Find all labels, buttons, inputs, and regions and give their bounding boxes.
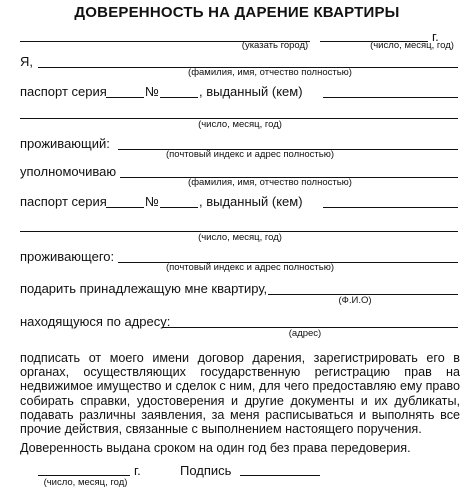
signing-date-caption: (число, месяц, год): [43, 477, 128, 488]
authorization-text: подписать от моего имени договор дарения, зарегистрировать его в органах, осуществляющих государственную регистрацию прав на недвижимое имущество и сделок с ним, для чего предоставляю ему право собирать справки, удостоверения и другие документы и их дубликаты, подавать различны заявления, за меня расписываться и выполнять все прочие действия, связанные с выполнением настоящего поручения.: [20, 351, 460, 437]
principal-fio-caption: (фамилия, имя, отчество полностью): [188, 67, 352, 78]
agent-issued-by-field[interactable]: [323, 207, 458, 208]
signature-field[interactable]: [240, 475, 320, 476]
passport-series-label: паспорт серия: [20, 84, 107, 99]
date-caption: (число, месяц, год): [370, 40, 454, 51]
agent-passport-series-label: паспорт серия: [20, 194, 107, 209]
residing-label: проживающий:: [20, 136, 110, 151]
document-title: ДОВЕРЕННОСТЬ НА ДАРЕНИЕ КВАРТИРЫ: [74, 4, 400, 21]
donate-label: подарить принадлежащую мне квартиру,: [20, 281, 268, 296]
agent-issued-by-label: , выданный (кем): [199, 194, 303, 209]
signing-date-field[interactable]: [38, 475, 130, 476]
signature-label: Подпись: [180, 463, 232, 478]
apartment-address-caption: (адрес): [288, 328, 322, 339]
principal-address-caption: (почтовый индекс и адрес полностью): [165, 149, 335, 160]
year-suffix: г.: [432, 29, 439, 44]
agent-fio-caption: (фамилия, имя, отчество полностью): [188, 177, 352, 188]
agent-number-sign: №: [145, 194, 159, 209]
agent-residing-label: проживающего:: [20, 249, 115, 264]
validity-text: Доверенность выдана сроком на один год без права передоверия.: [20, 441, 411, 455]
authorize-label: уполномочиваю: [20, 164, 117, 179]
signing-year-suffix: г.: [134, 463, 141, 478]
issued-by-label: , выданный (кем): [199, 84, 303, 99]
agent-passport-number-field[interactable]: [160, 207, 198, 208]
number-sign: №: [145, 84, 159, 99]
issued-by-field[interactable]: [323, 97, 458, 98]
agent-passport-date-caption: (число, месяц, год): [198, 232, 282, 243]
agent-passport-series-field[interactable]: [106, 207, 144, 208]
agent-address-caption: (почтовый индекс и адрес полностью): [165, 262, 335, 273]
passport-date-caption: (число, месяц, год): [198, 119, 282, 130]
passport-series-field[interactable]: [106, 97, 144, 98]
donee-fio-caption: (Ф.И.О): [338, 295, 372, 306]
city-caption: (указать город): [241, 40, 309, 51]
located-label: находящуюся по адресу:: [20, 314, 171, 329]
passport-number-field[interactable]: [160, 97, 198, 98]
i-label: Я,: [20, 54, 33, 69]
